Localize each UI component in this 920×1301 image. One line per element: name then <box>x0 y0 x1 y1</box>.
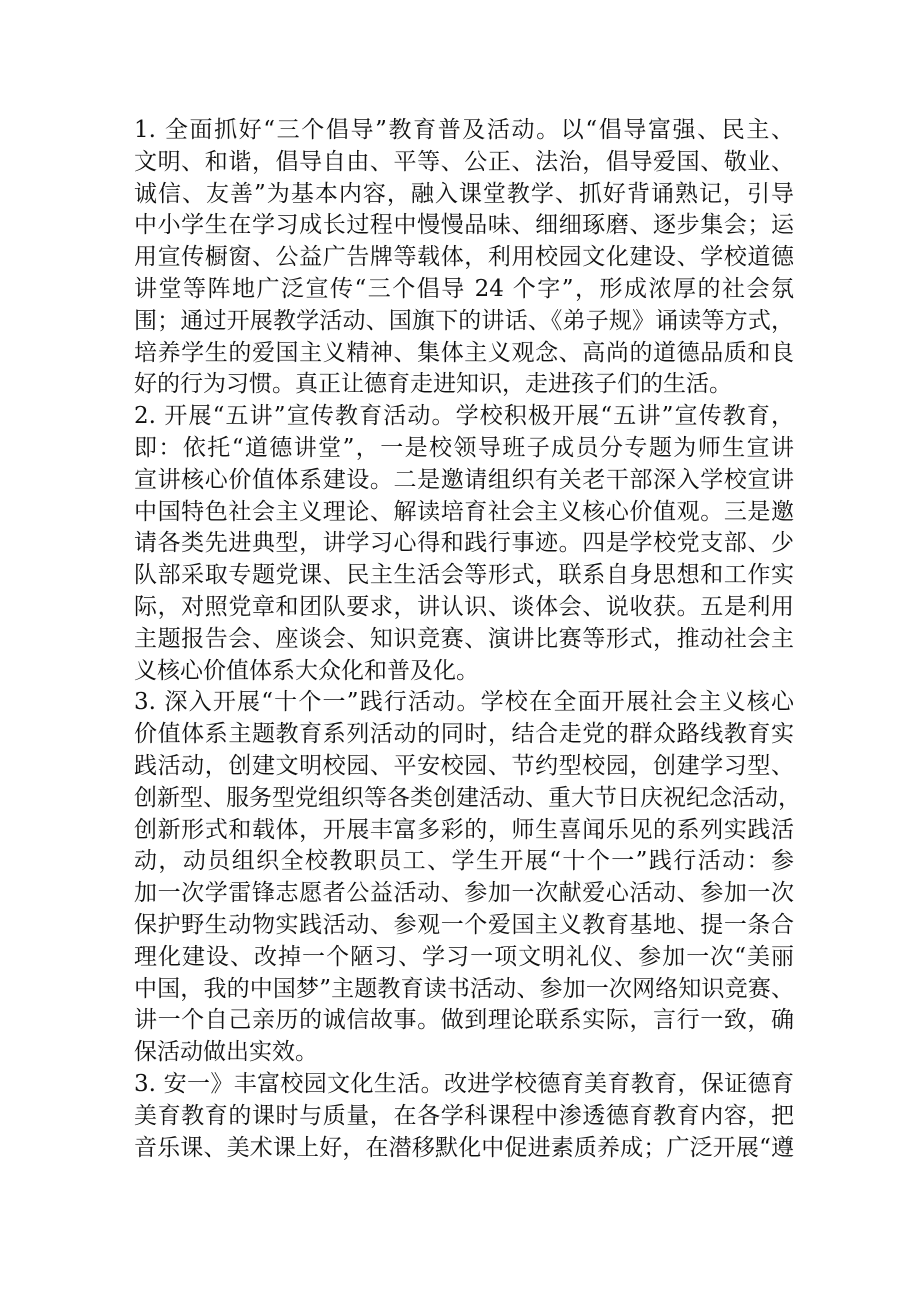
text-line: 诚信、友善”为基本内容，融入课堂教学、抓好背诵熟记，引导 <box>134 180 794 207</box>
paragraph-2 <box>134 401 794 687</box>
text-line: 主题报告会、座谈会、知识竞赛、演讲比赛等形式，推动社会主 <box>134 625 794 652</box>
text-line: 讲一个自己亲历的诚信故事。做到理论联系实际，言行一致，确 <box>134 1007 794 1034</box>
text-line: 即：依托“道德讲堂”，一是校领导班子成员分专题为师生宣讲 <box>134 434 794 461</box>
text-line: 美育教育的课时与质量，在各学科课程中渗透德育教育内容，把 <box>134 1102 794 1129</box>
text-line: 中国特色社会主义理论、解读培育社会主义核心价值观。三是邀 <box>134 498 794 525</box>
text-line: 创新型、服务型党组织等各类创建活动、重大节日庆祝纪念活动， <box>134 784 801 811</box>
text-line: 义核心价值体系大众化和普及化。 <box>134 657 479 684</box>
text-line: 宣讲核心价值体系建设。二是邀请组织有关老干部深入学校宣讲 <box>134 466 794 493</box>
text-line: 价值体系主题教育系列活动的同时，结合走党的群众路线教育实 <box>134 721 794 748</box>
text-line: 中小学生在学习成长过程中慢慢品味、细细琢磨、逐步集会；运 <box>134 212 794 239</box>
text-line: 保活动做出实效。 <box>134 1039 318 1066</box>
text-line: 加一次学雷锋志愿者公益活动、参加一次献爱心活动、参加一次 <box>134 880 794 907</box>
text-line: 培养学生的爱国主义精神、集体主义观念、高尚的道德品质和良 <box>134 339 794 366</box>
text-line: 保护野生动物实践活动、参观一个爱国主义教育基地、提一条合 <box>134 911 794 938</box>
text-line: 讲堂等阵地广泛宣传“三个倡导 24 个字”，形成浓厚的社会氛 <box>134 275 794 302</box>
text-line: 中国，我的中国梦”主题教育读书活动、参加一次网络知识竞赛、 <box>134 975 794 1002</box>
text-line: 3. 安一》丰富校园文化生活。改进学校德育美育教育，保证德育 <box>134 1070 794 1097</box>
text-line: 际，对照党章和团队要求，讲认识、谈体会、说收获。五是利用 <box>134 593 794 620</box>
text-line: 用宣传橱窗、公益广告牌等载体，利用校园文化建设、学校道德 <box>134 244 794 271</box>
document-body <box>134 115 801 1164</box>
paragraph-1 <box>134 115 794 401</box>
text-line: 文明、和谐，倡导自由、平等、公正、法治，倡导爱国、敬业、 <box>134 148 794 175</box>
text-line: 动，动员组织全校教职员工、学生开展“十个一”践行活动：参 <box>134 848 794 875</box>
text-line: 好的行为习惯。真正让德育走进知识，走进孩子们的生活。 <box>134 371 732 398</box>
paragraph-4 <box>134 1069 794 1164</box>
text-line: 2. 开展“五讲”宣传教育活动。学校积极开展“五讲”宣传教育， <box>134 403 794 430</box>
text-line: 3. 深入开展“十个一”践行活动。学校在全面开展社会主义核心 <box>134 689 794 716</box>
text-line: 请各类先进典型，讲学习心得和践行事迹。四是学校党支部、少 <box>134 530 794 557</box>
text-line: 音乐课、美术课上好，在潜移默化中促进素质养成；广泛开展“遵 <box>134 1134 794 1161</box>
text-line: 1. 全面抓好“三个倡导”教育普及活动。以“倡导富强、民主、 <box>134 117 794 143</box>
text-line: 围；通过开展教学活动、国旗下的讲话、《弟子规》诵读等方式， <box>134 307 794 334</box>
text-line: 创新形式和载体，开展丰富多彩的，师生喜闻乐见的系列实践活 <box>134 816 794 843</box>
text-line: 践活动，创建文明校园、平安校园、节约型校园，创建学习型、 <box>134 752 794 779</box>
text-line: 理化建设、改掉一个陋习、学习一项文明礼仪、参加一次“美丽 <box>134 943 794 970</box>
text-line: 队部采取专题党课、民主生活会等形式，联系自身思想和工作实 <box>134 562 794 589</box>
paragraph-3 <box>134 687 801 1069</box>
